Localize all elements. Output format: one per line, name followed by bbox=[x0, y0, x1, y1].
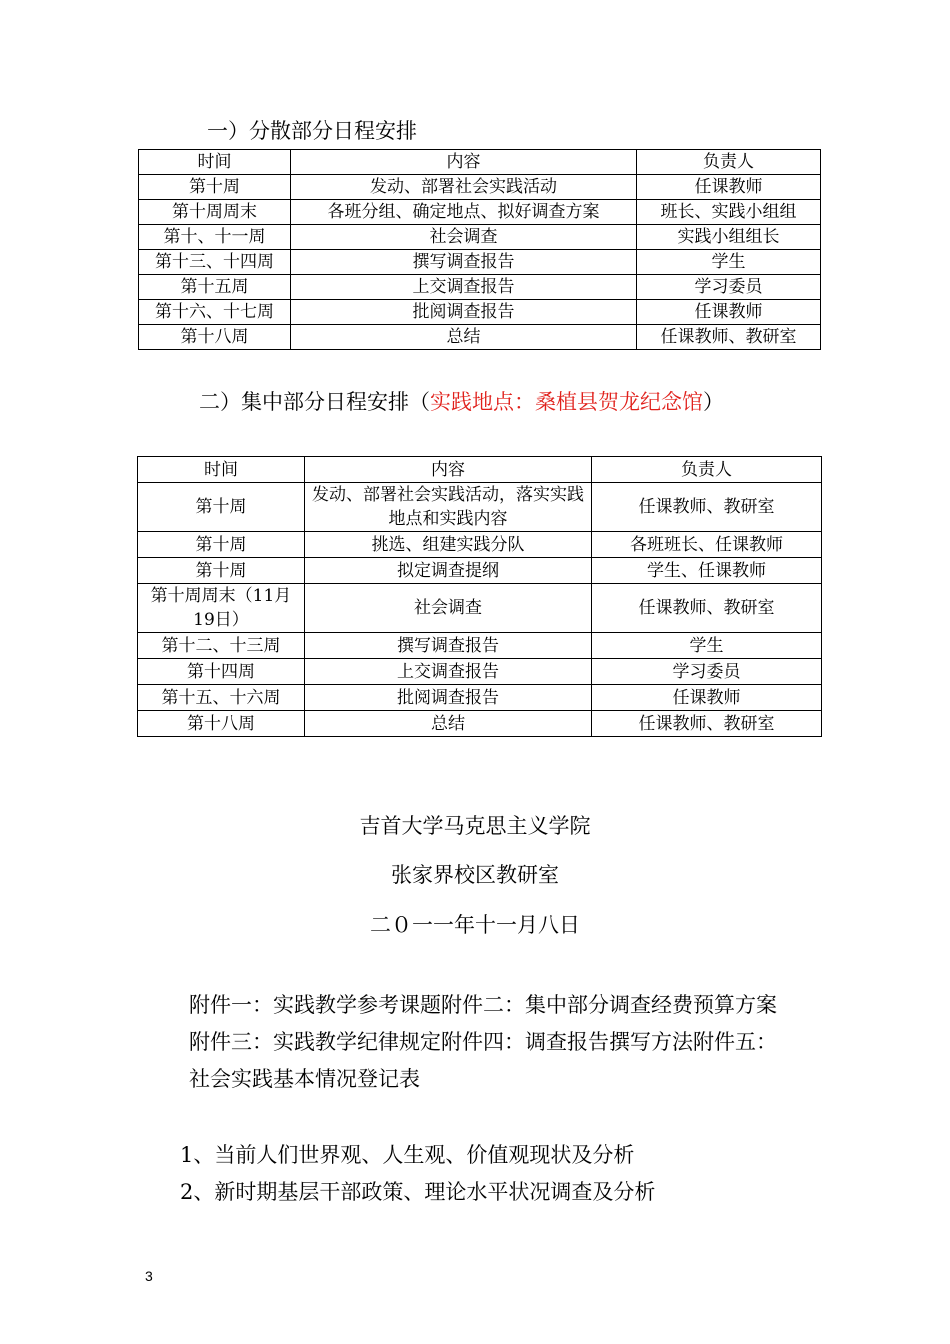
table-row bbox=[138, 711, 822, 737]
table-row bbox=[139, 225, 821, 250]
cell-content: 总结 bbox=[291, 325, 637, 350]
cell-content: 总结 bbox=[305, 711, 592, 737]
section2-title-prefix: 二）集中部分日程安排（ bbox=[199, 390, 430, 414]
table-row bbox=[138, 633, 822, 659]
cell-content: 上交调查报告 bbox=[305, 659, 592, 685]
cell-time: 第十五周 bbox=[139, 275, 291, 300]
cell-responsible: 任课教师、教研室 bbox=[592, 483, 822, 532]
cell-responsible: 任课教师 bbox=[592, 685, 822, 711]
cell-content: 发动、部署社会实践活动，落实实践地点和实践内容 bbox=[305, 483, 592, 532]
table-row bbox=[139, 300, 821, 325]
cell-time: 第十八周 bbox=[139, 325, 291, 350]
table-row bbox=[138, 483, 822, 532]
header-time: 时间 bbox=[139, 150, 291, 175]
table-row bbox=[139, 200, 821, 225]
schedule-table-dispersed bbox=[138, 149, 821, 350]
cell-responsible: 任课教师、教研室 bbox=[592, 584, 822, 633]
cell-time: 第十四周 bbox=[138, 659, 305, 685]
section2-title bbox=[199, 389, 724, 415]
cell-time: 第十周 bbox=[138, 558, 305, 584]
cell-responsible: 任课教师、教研室 bbox=[592, 711, 822, 737]
section1-title: 一）分散部分日程安排 bbox=[207, 119, 417, 143]
table-row bbox=[138, 659, 822, 685]
table-row bbox=[138, 685, 822, 711]
schedule-table-centralized bbox=[137, 456, 822, 737]
cell-time: 第十周 bbox=[138, 532, 305, 558]
table-row bbox=[138, 584, 822, 633]
cell-responsible: 各班班长、任课教师 bbox=[592, 532, 822, 558]
cell-time: 第十周 bbox=[139, 175, 291, 200]
section2-title-suffix: ） bbox=[703, 390, 724, 414]
topic-item: 1、当前人们世界观、人生观、价值观现状及分析 bbox=[180, 1143, 635, 1167]
cell-content: 批阅调查报告 bbox=[305, 685, 592, 711]
cell-content: 撰写调查报告 bbox=[305, 633, 592, 659]
cell-responsible: 任课教师、教研室 bbox=[637, 325, 821, 350]
cell-time: 第十二、十三周 bbox=[138, 633, 305, 659]
cell-responsible: 学生 bbox=[592, 633, 822, 659]
table-row bbox=[139, 275, 821, 300]
cell-responsible: 学习委员 bbox=[637, 275, 821, 300]
cell-content: 拟定调查提纲 bbox=[305, 558, 592, 584]
cell-responsible: 学生、任课教师 bbox=[592, 558, 822, 584]
cell-responsible: 实践小组组长 bbox=[637, 225, 821, 250]
cell-time: 第十三、十四周 bbox=[139, 250, 291, 275]
cell-content: 批阅调查报告 bbox=[291, 300, 637, 325]
cell-time: 第十周周末 bbox=[139, 200, 291, 225]
signature-org: 吉首大学马克思主义学院 bbox=[359, 814, 591, 838]
header-content: 内容 bbox=[291, 150, 637, 175]
cell-content: 各班分组、确定地点、拟好调查方案 bbox=[291, 200, 637, 225]
header-time: 时间 bbox=[138, 457, 305, 483]
topic-item: 2、新时期基层干部政策、理论水平状况调查及分析 bbox=[180, 1180, 656, 1204]
table-row bbox=[138, 558, 822, 584]
cell-content: 社会调查 bbox=[291, 225, 637, 250]
table-row bbox=[139, 325, 821, 350]
table-header-row bbox=[139, 150, 821, 175]
header-responsible: 负责人 bbox=[592, 457, 822, 483]
cell-content: 社会调查 bbox=[305, 584, 592, 633]
cell-time: 第十八周 bbox=[138, 711, 305, 737]
attachments-line-3: 社会实践基本情况登记表 bbox=[189, 1067, 420, 1091]
cell-responsible: 任课教师 bbox=[637, 300, 821, 325]
header-responsible: 负责人 bbox=[637, 150, 821, 175]
cell-responsible: 学习委员 bbox=[592, 659, 822, 685]
cell-time: 第十五、十六周 bbox=[138, 685, 305, 711]
practice-location-highlight: 实践地点：桑植县贺龙纪念馆 bbox=[430, 390, 703, 414]
table-header-row bbox=[138, 457, 822, 483]
cell-content: 挑选、组建实践分队 bbox=[305, 532, 592, 558]
cell-time: 第十、十一周 bbox=[139, 225, 291, 250]
attachments-line-2: 附件三：实践教学纪律规定附件四：调查报告撰写方法附件五： bbox=[189, 1030, 777, 1054]
cell-responsible: 任课教师 bbox=[637, 175, 821, 200]
cell-content: 上交调查报告 bbox=[291, 275, 637, 300]
header-content: 内容 bbox=[305, 457, 592, 483]
signature-date: 二０一一年十一月八日 bbox=[370, 913, 580, 937]
table-row bbox=[139, 250, 821, 275]
cell-time: 第十六、十七周 bbox=[139, 300, 291, 325]
cell-time: 第十周 bbox=[138, 483, 305, 532]
page-number: 3 bbox=[145, 1268, 153, 1284]
cell-responsible: 学生 bbox=[637, 250, 821, 275]
cell-content: 撰写调查报告 bbox=[291, 250, 637, 275]
table-row bbox=[138, 532, 822, 558]
attachments-line-1: 附件一：实践教学参考课题附件二：集中部分调查经费预算方案 bbox=[189, 993, 777, 1017]
signature-dept: 张家界校区教研室 bbox=[391, 863, 559, 887]
cell-responsible: 班长、实践小组组 bbox=[637, 200, 821, 225]
table-row bbox=[139, 175, 821, 200]
cell-time: 第十周周末（11月19日） bbox=[138, 584, 305, 633]
cell-content: 发动、部署社会实践活动 bbox=[291, 175, 637, 200]
